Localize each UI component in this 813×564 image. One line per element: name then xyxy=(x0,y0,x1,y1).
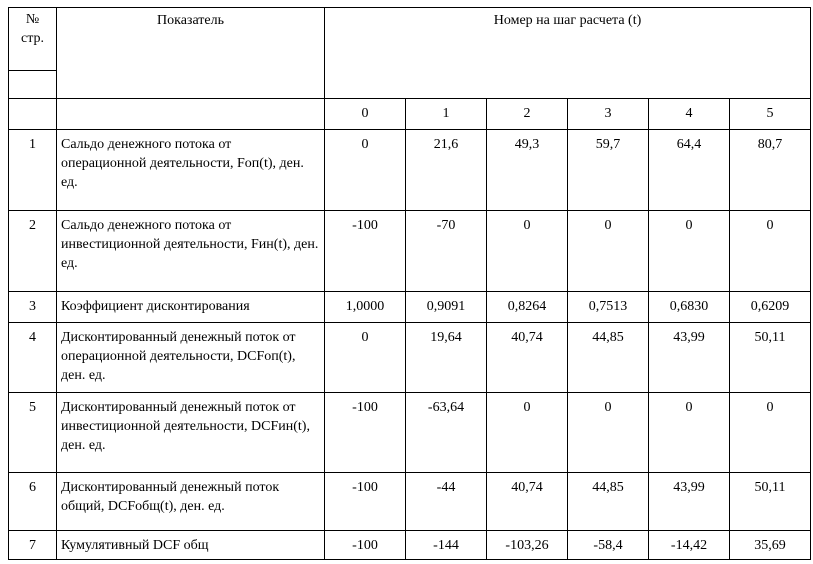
row-number-header xyxy=(9,8,57,71)
table-row xyxy=(9,292,811,323)
row-number-header-line1: № xyxy=(25,12,40,27)
cell-value: 0,7513 xyxy=(568,292,649,323)
cell-value: -100 xyxy=(325,211,406,292)
row-number-header-blank xyxy=(9,71,57,99)
cash-flow-table xyxy=(8,7,811,560)
step-blank-cell xyxy=(9,99,57,130)
cell-value: 19,64 xyxy=(406,323,487,393)
cell-value: -100 xyxy=(325,393,406,473)
table-row xyxy=(9,130,811,211)
step-0: 0 xyxy=(325,99,406,130)
cell-value: 64,4 xyxy=(649,130,730,211)
cell-value: 49,3 xyxy=(487,130,568,211)
cell-value: -63,64 xyxy=(406,393,487,473)
cell-value: 44,85 xyxy=(568,323,649,393)
row-number: 6 xyxy=(9,473,57,531)
step-5: 5 xyxy=(730,99,811,130)
cell-value: 43,99 xyxy=(649,323,730,393)
row-label: Дисконтированный денежный поток общий, DCFобщ(t), ден. ед. xyxy=(57,473,325,531)
cell-value: 44,85 xyxy=(568,473,649,531)
cell-value: 0 xyxy=(487,211,568,292)
row-label: Кумулятивный DCF общ xyxy=(57,531,325,560)
cell-value: -100 xyxy=(325,473,406,531)
cell-value: 59,7 xyxy=(568,130,649,211)
cell-value: 0,8264 xyxy=(487,292,568,323)
cell-value: 40,74 xyxy=(487,473,568,531)
cell-value: 21,6 xyxy=(406,130,487,211)
table-row xyxy=(9,473,811,531)
cell-value: 0 xyxy=(325,323,406,393)
cell-value: 0 xyxy=(325,130,406,211)
cell-value: -14,42 xyxy=(649,531,730,560)
cell-value: 0,6830 xyxy=(649,292,730,323)
cell-value: 0 xyxy=(730,393,811,473)
step-2: 2 xyxy=(487,99,568,130)
cell-value: 0 xyxy=(649,393,730,473)
cell-value: 40,74 xyxy=(487,323,568,393)
row-number: 3 xyxy=(9,292,57,323)
row-label: Дисконтированный денежный поток от операционной деятельности, DCFоп(t), ден. ед. xyxy=(57,323,325,393)
cell-value: -144 xyxy=(406,531,487,560)
cell-value: 0,9091 xyxy=(406,292,487,323)
table-row xyxy=(9,211,811,292)
row-number: 5 xyxy=(9,393,57,473)
cell-value: -44 xyxy=(406,473,487,531)
step-1: 1 xyxy=(406,99,487,130)
row-number: 2 xyxy=(9,211,57,292)
row-label: Сальдо денежного потока от операционной деятельности, Fоп(t), ден. ед. xyxy=(57,130,325,211)
cell-value: 43,99 xyxy=(649,473,730,531)
row-number: 1 xyxy=(9,130,57,211)
cell-value: 50,11 xyxy=(730,473,811,531)
row-label: Сальдо денежного потока от инвестиционной деятельности, Fин(t), ден. ед. xyxy=(57,211,325,292)
cell-value: 0 xyxy=(568,393,649,473)
cell-value: 0 xyxy=(649,211,730,292)
cell-value: 1,0000 xyxy=(325,292,406,323)
row-label: Дисконтированный денежный поток от инвестиционной деятельности, DCFин(t), ден. ед. xyxy=(57,393,325,473)
row-number-header-line2: стр. xyxy=(20,31,44,46)
cell-value: 80,7 xyxy=(730,130,811,211)
step-3: 3 xyxy=(568,99,649,130)
cell-value: 35,69 xyxy=(730,531,811,560)
cell-value: 50,11 xyxy=(730,323,811,393)
cell-value: 0 xyxy=(568,211,649,292)
row-number: 7 xyxy=(9,531,57,560)
step-header: Номер на шаг расчета (t) xyxy=(325,8,811,99)
table-row xyxy=(9,393,811,473)
step-4: 4 xyxy=(649,99,730,130)
table-row xyxy=(9,531,811,560)
cell-value: 0 xyxy=(730,211,811,292)
row-label: Коэффициент дисконтирования xyxy=(57,292,325,323)
step-blank-cell xyxy=(57,99,325,130)
cell-value: -100 xyxy=(325,531,406,560)
cell-value: 0 xyxy=(487,393,568,473)
cell-value: -70 xyxy=(406,211,487,292)
cell-value: -58,4 xyxy=(568,531,649,560)
table-row xyxy=(9,323,811,393)
row-number: 4 xyxy=(9,323,57,393)
cell-value: 0,6209 xyxy=(730,292,811,323)
indicator-header: Показатель xyxy=(57,8,325,99)
cell-value: -103,26 xyxy=(487,531,568,560)
